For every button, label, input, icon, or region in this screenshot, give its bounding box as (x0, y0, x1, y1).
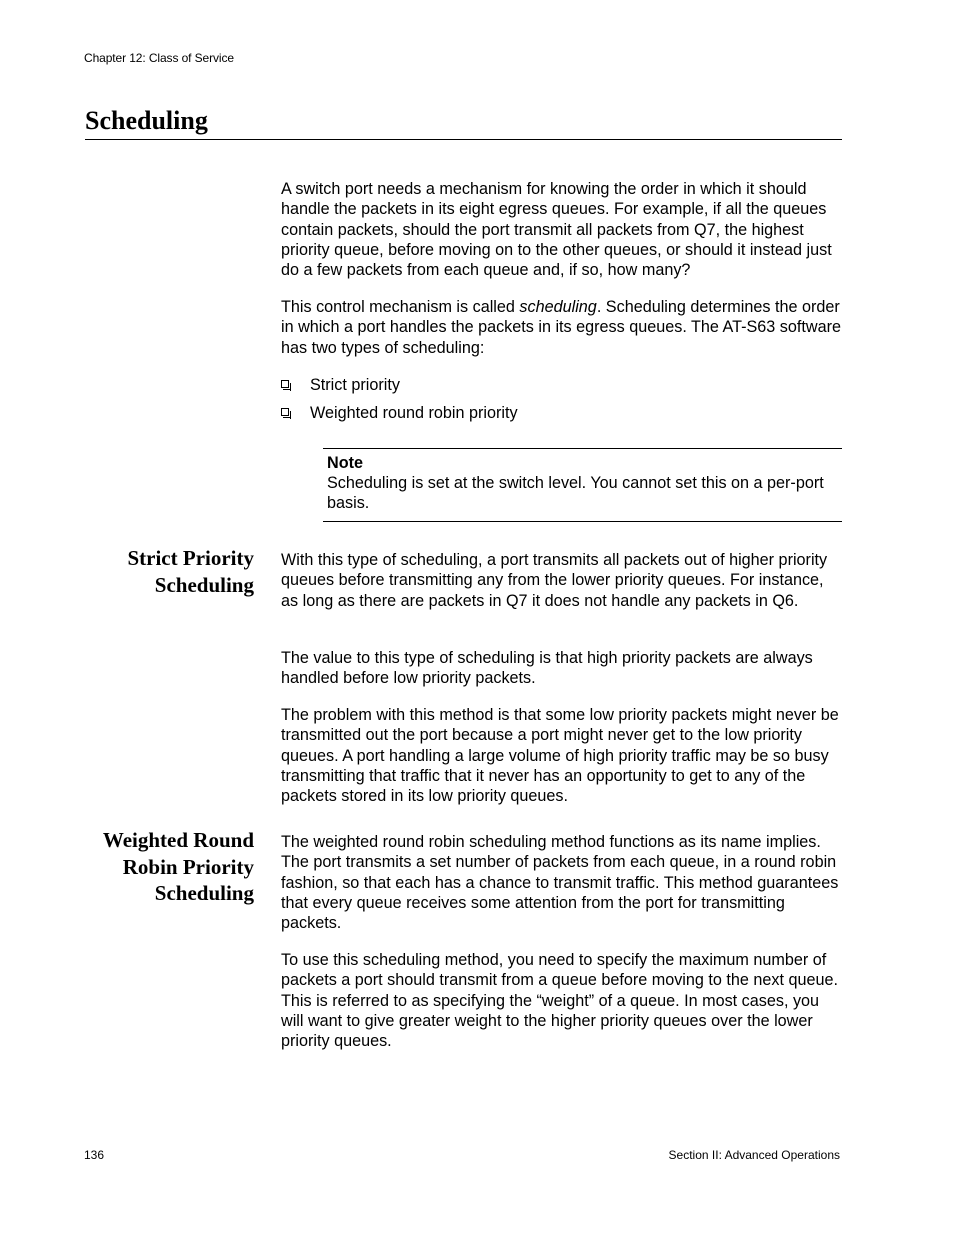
page-number: 136 (84, 1148, 105, 1162)
note-body: Scheduling is set at the switch level. You cannot set this on a per-port basis. (327, 474, 824, 513)
heading-line: Strict Priority (127, 546, 254, 570)
note-box (323, 448, 842, 522)
strict-paragraph-2: The value to this type of scheduling is that high priority packets are always handled before low priority packets. (281, 649, 813, 688)
list-item-label: Weighted round robin priority (310, 404, 518, 422)
list-item-label: Strict priority (310, 376, 400, 394)
checkbox-bullet-icon (281, 408, 289, 416)
title-divider (85, 139, 842, 140)
intro-paragraph-2 (281, 297, 841, 358)
footer-section-name: Section II: Advanced Operations (668, 1148, 840, 1162)
weighted-paragraph-1: The weighted round robin scheduling method functions as its name implies. The port transmits a set number of packets from each queue, in a round robin fashion, so that each has a chance to transmit traffic. This method guarantees that every queue receives some attention from the port for transmitting packets. (281, 833, 839, 933)
intro-paragraph-1: A switch port needs a mechanism for knowing the order in which it should handle the packets in its eight egress queues. For example, if all the queues contain packets, should the port transmit all packets from Q7, the highest priority queue, before moving on to the other queues, or should it instead just do a few packets from each queue and, if so, how many? (281, 180, 832, 280)
intro-p2-end: . Scheduling determines the order in which a port handles the packets in its egress queues. The AT-S63 software has two types of scheduling: (281, 298, 841, 357)
strict-paragraph-3: The problem with this method is that some low priority packets might never be transmitted out the port because a port might never get to the low priority queues. A port handling a large volume of high priority traffic may be so busy transmitting that traffic that it never has an opportunity to get to any of the packets stored in its low priority queues. (281, 706, 839, 806)
note-title: Note (327, 454, 363, 472)
running-header: Chapter 12: Class of Service (84, 51, 234, 65)
weighted-paragraph-2: To use this scheduling method, you need to specify the maximum number of packets a port should transmit from a queue before moving to the next queue. This is referred to as specifying the “weight” of a queue. In most cases, you will want to give greater weight to the higher priority queues over the lower priority queues. (281, 951, 838, 1051)
heading-line: Weighted Round (102, 828, 254, 852)
heading-line: Scheduling (154, 572, 254, 597)
weighted-round-robin-heading (103, 827, 254, 907)
intro-p2-emphasis: scheduling (519, 298, 597, 316)
strict-paragraph-1: With this type of scheduling, a port transmits all packets out of higher priority queues before transmitting any from the lower priority queues. For instance, as long as there are packets in Q7 it does not handle any packets in Q6. (281, 551, 828, 610)
section-title: Scheduling (85, 106, 208, 135)
heading-line: Robin Priority (122, 854, 254, 879)
strict-priority-heading (127, 545, 254, 598)
intro-p2-start: This control mechanism is called (281, 298, 520, 316)
checkbox-bullet-icon (281, 380, 289, 388)
heading-line: Scheduling (154, 881, 254, 905)
